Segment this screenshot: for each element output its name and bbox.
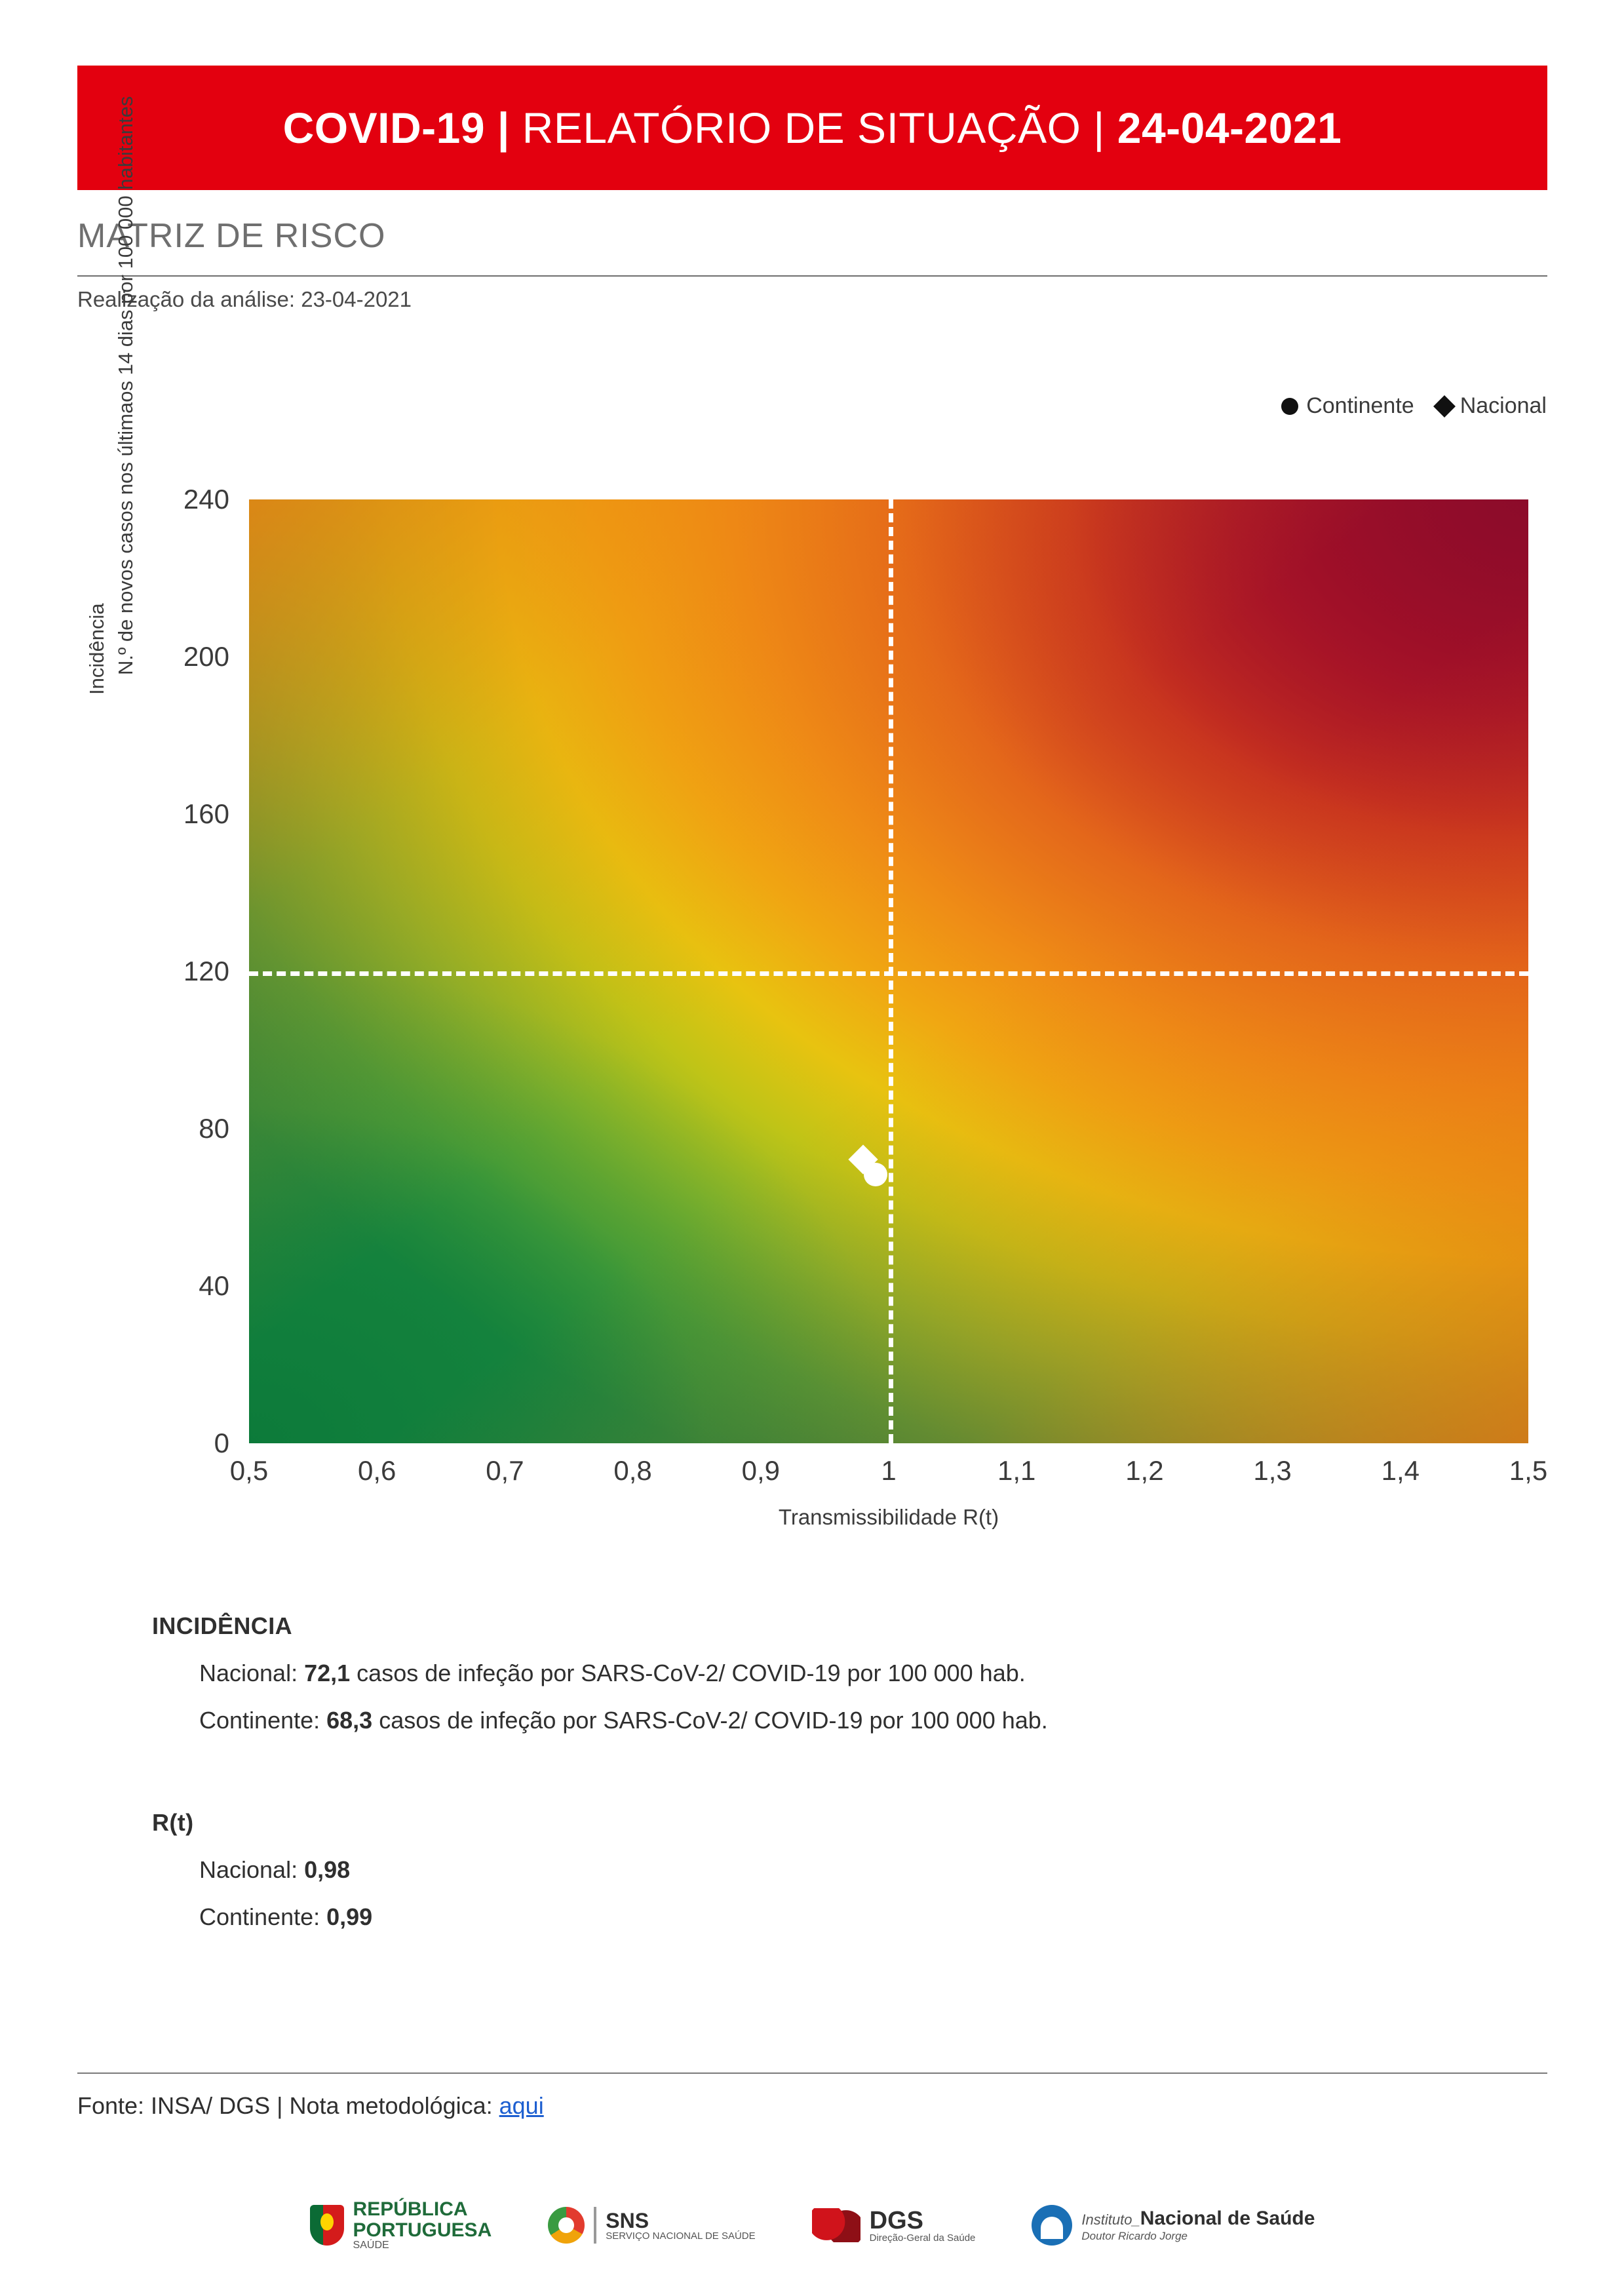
x-tick-label: 1	[881, 1455, 897, 1486]
x-tick-label: 1,5	[1509, 1455, 1548, 1486]
methodological-note-link[interactable]: aqui	[499, 2092, 544, 2119]
footer-logos	[77, 2183, 1547, 2268]
rt-heading: R(t)	[152, 1809, 194, 1836]
rt-nacional-label: Nacional:	[199, 1856, 305, 1883]
logo-sns-text	[606, 2210, 755, 2241]
logo-insa-pre-wrap	[1081, 2208, 1315, 2230]
incidencia-nacional-value: 72,1	[304, 1660, 351, 1686]
y-tick-label: 40	[199, 1270, 229, 1301]
x-tick-label: 1,4	[1381, 1455, 1420, 1486]
x-tick-label: 0,9	[741, 1455, 780, 1486]
incidencia-continente-line	[199, 1707, 1048, 1734]
y-axis-ticks	[77, 484, 229, 1458]
analysis-date: Realização da análise: 23-04-2021	[77, 287, 412, 311]
x-tick-label: 0,6	[357, 1455, 396, 1486]
logo-republica-text	[353, 2199, 492, 2251]
chart-legend	[1281, 393, 1547, 419]
y-tick-label: 120	[183, 956, 229, 986]
legend-label-nacional: Nacional	[1460, 393, 1547, 418]
logo-sns-line1: SNS	[606, 2208, 649, 2232]
y-tick-label: 0	[214, 1428, 229, 1458]
logo-dgs	[812, 2208, 976, 2243]
logo-insa-line1: Nacional de Saúde	[1140, 2207, 1315, 2229]
x-axis-ticks	[229, 1455, 1548, 1494]
plot-area	[249, 499, 1528, 1443]
y-tick-label: 80	[199, 1113, 229, 1144]
dgs-mark-icon	[812, 2208, 860, 2242]
x-tick-label: 0,7	[486, 1455, 524, 1486]
logo-insa-sub: Doutor Ricardo Jorge	[1081, 2230, 1188, 2243]
logo-republica-sub: SAÚDE	[353, 2240, 389, 2251]
title-part-date: 24-04-2021	[1117, 104, 1342, 152]
y-axis-label-detail: N.º de novos casos nos últimaos 14 dias por 100 000 habitantes	[114, 96, 137, 675]
portugal-shield-icon	[310, 2205, 344, 2246]
incidencia-continente-rest: casos de infeção por SARS-CoV-2/ COVID-19 por 100 000 hab.	[372, 1707, 1048, 1734]
title-part-relatorio: RELATÓRIO DE SITUAÇÃO |	[509, 104, 1117, 152]
page-title	[283, 103, 1342, 153]
x-tick-label: 1,1	[997, 1455, 1036, 1486]
y-axis-label-incidencia: Incidência	[85, 603, 108, 695]
logo-insa	[1032, 2205, 1315, 2246]
title-part-covid: COVID-19 |	[282, 104, 510, 152]
footer-divider	[77, 2072, 1547, 2074]
footer-source-text: Fonte: INSA/ DGS | Nota metodológica:	[77, 2092, 499, 2119]
diamond-marker-icon	[1433, 395, 1456, 418]
x-tick-label: 0,5	[229, 1455, 269, 1486]
logo-sns	[548, 2207, 755, 2244]
rt-continente-label: Continente:	[199, 1903, 327, 1930]
x-axis-label: Transmissibilidade R(t)	[778, 1505, 999, 1529]
circle-marker-icon	[1281, 398, 1298, 415]
logo-dgs-text	[870, 2208, 976, 2243]
y-tick-label: 200	[183, 641, 229, 672]
y-tick-label: 240	[183, 484, 229, 515]
incidencia-continente-value: 68,3	[326, 1707, 373, 1734]
x-tick-label: 0,8	[613, 1455, 652, 1486]
logo-republica-portuguesa	[310, 2199, 492, 2251]
section-title: MATRIZ DE RISCO	[77, 217, 386, 255]
incidencia-nacional-line	[199, 1660, 1048, 1687]
incidencia-heading: INCIDÊNCIA	[152, 1612, 293, 1639]
legend-label-continente: Continente	[1306, 393, 1414, 418]
rt-continente-value: 0,99	[326, 1903, 373, 1930]
sns-circle-icon	[548, 2207, 585, 2244]
logo-divider-bar	[594, 2207, 596, 2244]
logo-dgs-line1: DGS	[869, 2206, 923, 2234]
incidencia-continente-label: Continente:	[199, 1707, 327, 1734]
x-tick-label: 1,3	[1253, 1455, 1292, 1486]
logo-republica-line1: REPÚBLICA	[353, 2198, 468, 2221]
rt-continente-line	[199, 1903, 372, 1931]
threshold-line-incidencia	[249, 971, 1528, 976]
logo-republica-line2: PORTUGUESA	[353, 2219, 492, 2241]
logo-insa-text	[1081, 2208, 1315, 2243]
rt-block	[152, 1809, 372, 1931]
logo-insa-pre: Instituto_	[1081, 2211, 1140, 2228]
logo-dgs-sub: Direção-Geral da Saúde	[869, 2232, 976, 2244]
rt-nacional-line	[199, 1856, 372, 1884]
title-divider	[77, 275, 1547, 277]
logo-sns-sub: SERVIÇO NACIONAL DE SAÚDE	[606, 2230, 756, 2242]
incidencia-nacional-label: Nacional:	[199, 1660, 305, 1686]
report-header-bar	[77, 66, 1547, 190]
incidencia-block	[152, 1612, 1048, 1734]
insa-circle-icon	[1032, 2205, 1072, 2246]
rt-nacional-value: 0,98	[304, 1856, 351, 1883]
x-tick-label: 1,2	[1125, 1455, 1164, 1486]
legend-item-continente	[1281, 393, 1414, 419]
incidencia-nacional-rest: casos de infeção por SARS-CoV-2/ COVID-19 por 100 000 hab.	[350, 1660, 1026, 1686]
legend-item-nacional	[1437, 393, 1547, 419]
y-tick-label: 160	[183, 798, 229, 829]
footer-source	[77, 2092, 544, 2120]
